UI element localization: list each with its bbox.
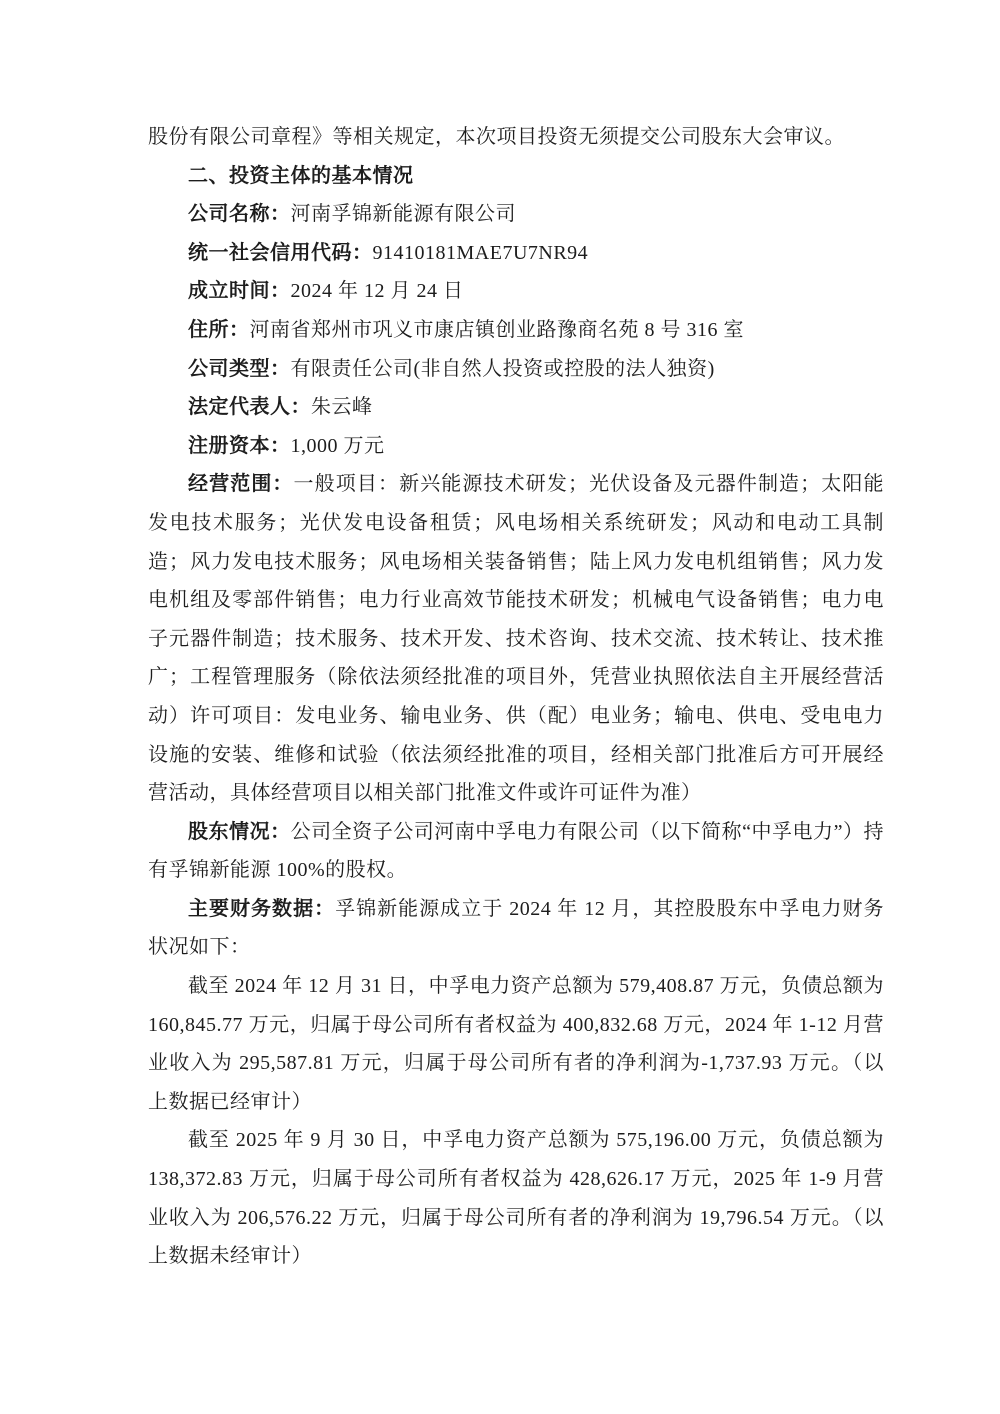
field-value: 河南孚锦新能源有限公司: [290, 203, 516, 226]
section-heading: [148, 157, 884, 196]
field-registered-capital: [148, 427, 884, 466]
field-shareholder-info: [148, 813, 884, 890]
field-label: 统一社会信用代码：: [188, 241, 373, 264]
paragraph-financials-2024: [148, 967, 884, 1121]
paragraph-financials-2025: [148, 1121, 884, 1275]
paragraph-text: 股份有限公司章程》等相关规定，本次项目投资无须提交公司股东大会审议。: [148, 126, 845, 148]
field-label: 公司类型：: [188, 357, 291, 380]
field-value: 一般项目：新兴能源技术研发；光伏设备及元器件制造；太阳能发电技术服务；光伏发电设备租赁；风电场相关系统研发；风动和电动工具制造；风力发电技术服务；风电场相关装备销售；陆上风力发电机组销售；风力发电机组及零部件销售；电力行业高效节能技术研发；机械电气设备销售；电力电子元器件制造；技术服务、技术开发、技术咨询、技术交流、技术转让、技术推广；工程管理服务（除依法须经批准的项目外，凭营业执照依法自主开展经营活动）许可项目：发电业务、输电业务、供（配）电业务；输电、供电、受电电力设施的安装、维修和试验（依法须经批准的项目，经相关部门批准后方可开展经营活动，具体经营项目以相关部门批准文件或许可证件为准）: [148, 473, 884, 805]
paragraph-continuation: [148, 118, 884, 157]
field-label: 法定代表人：: [188, 396, 311, 419]
field-legal-representative: [148, 388, 884, 427]
field-label: 注册资本：: [188, 434, 291, 457]
field-label: 住所：: [188, 318, 250, 341]
document-body: [148, 118, 884, 1276]
field-label: 成立时间：: [188, 280, 291, 303]
section-heading-text: 二、投资主体的基本情况: [188, 164, 414, 187]
field-value: 公司全资子公司河南中孚电力有限公司（以下简称“中孚电力”）持有孚锦新能源 100%的股权。: [148, 820, 884, 882]
field-label: 经营范围：: [188, 473, 294, 496]
field-company-type: [148, 350, 884, 389]
field-value: 有限责任公司(非自然人投资或控股的法人独资): [290, 357, 715, 380]
field-business-scope: [148, 465, 884, 812]
field-key-financial-data: [148, 890, 884, 967]
field-credit-code: [148, 234, 884, 273]
field-label: 公司名称：: [188, 203, 291, 226]
paragraph-text: 截至 2025 年 9 月 30 日，中孚电力资产总额为 575,196.00 万元，负债总额为 138,372.83 万元，归属于母公司所有者权益为 428,626.17 万元，2025 年 1-9 月营业收入为 206,576.22 万元，归属于母公司所有者的净利润为 19,796.54 万元。（以上数据未经审计）: [148, 1129, 884, 1268]
field-value: 河南省郑州市巩义市康店镇创业路豫商名苑 8 号 316 室: [249, 318, 744, 341]
field-label: 股东情况：: [188, 820, 291, 843]
field-value: 2024 年 12 月 24 日: [290, 280, 464, 303]
paragraph-text: 截至 2024 年 12 月 31 日，中孚电力资产总额为 579,408.87 万元，负债总额为 160,845.77 万元，归属于母公司所有者权益为 400,832.68 万元，2024 年 1-12 月营业收入为 295,587.81 万元，归属于母公司所有者的净利润为-1,737.93 万元。（以上数据已经审计）: [148, 975, 884, 1113]
field-establish-date: [148, 272, 884, 311]
field-label: 主要财务数据：: [188, 897, 336, 920]
field-value: 1,000 万元: [290, 434, 385, 457]
field-value: 91410181MAE7U7NR94: [372, 241, 589, 264]
field-value: 孚锦新能源成立于 2024 年 12 月，其控股股东中孚电力财务状况如下：: [148, 897, 884, 959]
field-address: [148, 311, 884, 350]
field-value: 朱云峰: [311, 396, 373, 419]
field-company-name: [148, 195, 884, 234]
